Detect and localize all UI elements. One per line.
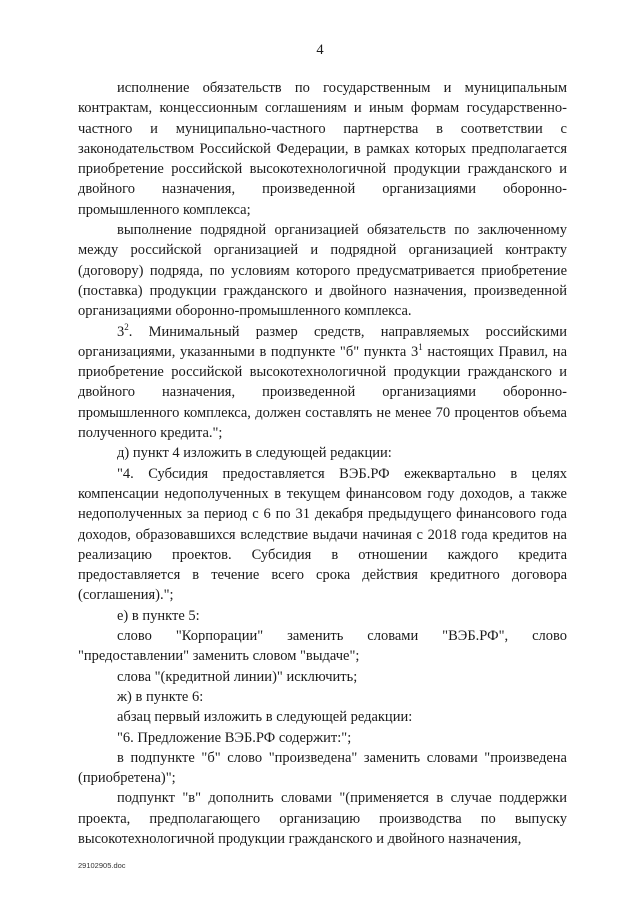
paragraph-amend-point-5: е) в пункте 5: bbox=[117, 607, 200, 624]
footer-filename: 29102905.doc bbox=[78, 861, 126, 870]
paragraph-first-paragraph-edit: абзац первый изложить в следующей редакции: bbox=[117, 709, 413, 726]
paragraph-subpoint-v: подпункт "в" дополнить словами "(применяется в случае поддержки проекта, предполагающего организацию производства по выпуску высокотехнологичной продукции гражданского и двойного назначения, bbox=[78, 790, 567, 847]
paragraph-amend-point-6: ж) в пункте 6: bbox=[117, 688, 204, 705]
paragraph-performance-obligations: исполнение обязательств по государственным и муниципальным контрактам, концессионным соглашениям и иным формам государственно-частного и муниципально-частного партнерства в соответствии с законодательством Российской Федерации, в рамках которых предполагается приобретение российской высокотехнологичной продукции гражданского и двойного назначения, произведенной организациями оборонно-промышленного комплекса; bbox=[78, 80, 567, 218]
document-body bbox=[78, 78, 567, 849]
clause-ref-superscript: 1 bbox=[418, 342, 423, 353]
clause-text-after-ref: настоящих Правил, на приобретение российской высокотехнологичной продукции гражданского и двойного назначения, произведенной организациями оборонно-промышленного комплекса, должен составлять не менее 70 процентов объема полученного кредита."; bbox=[78, 343, 567, 442]
paragraph-amend-point-4: д) пункт 4 изложить в следующей редакции: bbox=[117, 445, 392, 462]
paragraph-proposal-contains: "6. Предложение ВЭБ.РФ содержит:"; bbox=[117, 729, 352, 746]
paragraph-clause-3-2 bbox=[78, 322, 567, 444]
paragraph-replace-corporation: слово "Корпорации" заменить словами "ВЭБ.РФ", слово "предоставлении" заменить словом "выдаче"; bbox=[78, 628, 567, 665]
clause-number-superscript: 2 bbox=[124, 321, 129, 332]
paragraph-subsidy-text: "4. Субсидия предоставляется ВЭБ.РФ ежеквартально в целях компенсации недополученных в текущем финансовом году доходов, а также недополученных за период с 6 по 31 декабря предыдущего финансового года доходов, образовавшихся вследствие выдачи начиная с 2018 года кредитов на реализацию проектов. Субсидия в отношении каждого кредита предоставляется в течение всего срока действия кредитного договора (соглашения)."; bbox=[78, 465, 567, 604]
clause-text-before-ref: . Минимальный размер средств, направляемых российскими организациями, указанными в подпункте "б" пункта 3 bbox=[78, 323, 567, 360]
page-number: 4 bbox=[316, 42, 324, 58]
paragraph-remove-credit-line: слова "(кредитной линии)" исключить; bbox=[117, 668, 358, 685]
paragraph-subpoint-b: в подпункте "б" слово "произведена" заменить словами "произведена (приобретена)"; bbox=[78, 749, 567, 787]
paragraph-contractor-obligations: выполнение подрядной организацией обязательств по заключенному между российской организацией и подрядной организацией контракту (договору) подряда, по условиям которого предусматривается приобретение (поставка) продукции гражданского и двойного назначения, произведенной организациями оборонно-промышленного комплекса. bbox=[78, 222, 567, 320]
clause-number: 3 bbox=[117, 323, 125, 340]
